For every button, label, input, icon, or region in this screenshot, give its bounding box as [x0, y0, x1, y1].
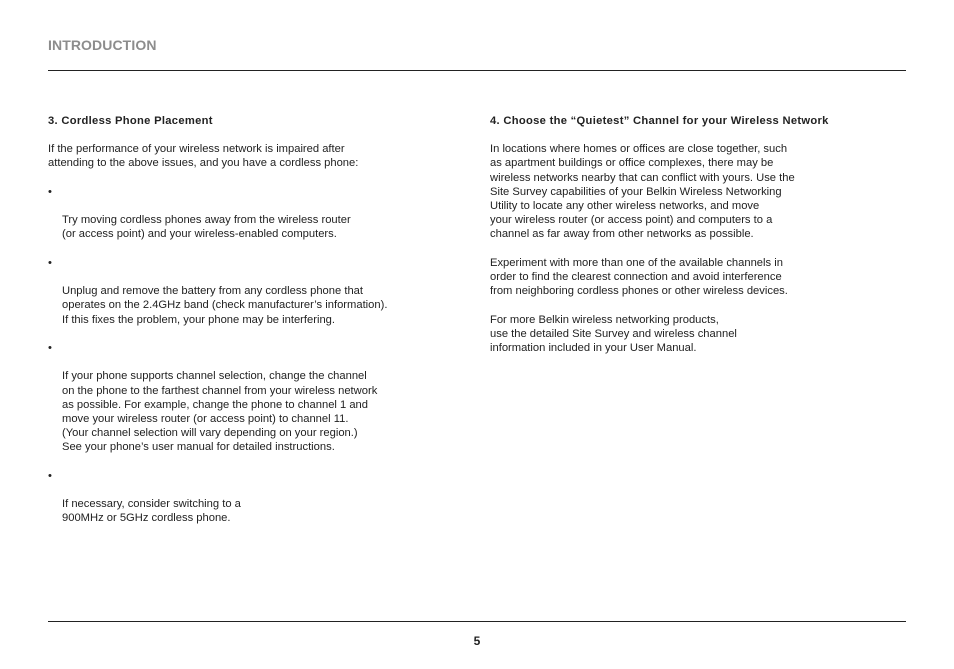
bullet-text: If your phone supports channel selection, change the channel on the phone to the farthest channel from your wireless network as possible. For example, change the phone to channel 1 and move your wireless router (or access point) to channel 11. (Your channel selection will vary depending on your region.) See your phone’s user manual for detailed instructions.: [62, 370, 378, 454]
right-column: [490, 114, 885, 369]
header-divider: [48, 70, 906, 71]
bullet-icon: •: [48, 185, 52, 198]
footer-divider: [48, 621, 906, 622]
cordless-phone-tips-list: [48, 185, 458, 526]
list-item: [48, 185, 458, 242]
bullet-icon: •: [48, 342, 52, 354]
list-item: [48, 341, 458, 455]
quietest-channel-heading: 4. Choose the “Quietest” Channel for your Wireless Network: [490, 115, 829, 127]
paragraph: For more Belkin wireless networking products, use the detailed Site Survey and wireless channel information included in your User Manual.: [490, 313, 737, 355]
bullet-text: If necessary, consider switching to a 900MHz or 5GHz cordless phone.: [62, 498, 241, 525]
cordless-phone-intro: If the performance of your wireless network is impaired after attending to the above issues, and you have a cordless phone:: [48, 143, 359, 170]
left-column: [48, 114, 458, 540]
bullet-text: Unplug and remove the battery from any cordless phone that operates on the 2.4GHz band (check manufacturer’s information). If this fixes the problem, your phone may be interfering.: [62, 285, 388, 326]
section-title: INTRODUCTION: [48, 37, 157, 53]
paragraph: Experiment with more than one of the available channels in order to find the clearest connection and avoid interference from neighboring cordless phones or other wireless devices.: [490, 256, 788, 298]
cordless-phone-heading: 3. Cordless Phone Placement: [48, 115, 213, 127]
bullet-text: Try moving cordless phones away from the wireless router (or access point) and your wireless-enabled computers.: [62, 214, 351, 241]
bullet-icon: •: [48, 256, 52, 269]
list-item: [48, 256, 458, 327]
paragraph: In locations where homes or offices are close together, such as apartment buildings or office complexes, there may be wireless networks nearby that can conflict with yours. Use the Site Survey capabilities of your Belkin Wireless Networking Utility to locate any other wireless networks, and move your wireless router (or access point) and computers to a channel as far away from other networks as possible.: [490, 143, 795, 241]
page-number: 5: [473, 634, 481, 648]
bullet-icon: •: [48, 469, 52, 482]
list-item: [48, 469, 458, 526]
